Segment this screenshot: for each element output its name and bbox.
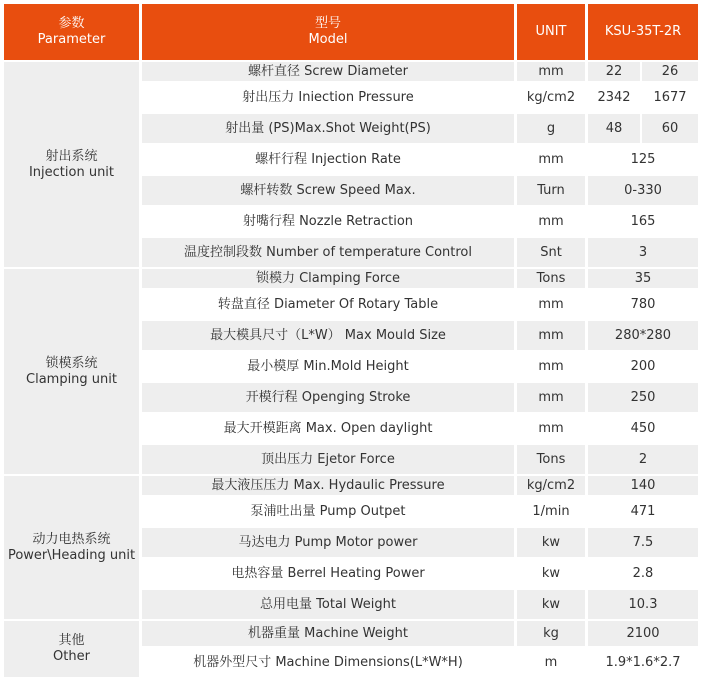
spec-unit: kg/cm2 — [526, 89, 576, 105]
spec-name: 温度控制段数 Number of temperature Control — [184, 244, 472, 260]
spec-name-cell — [142, 145, 514, 174]
spec-value-cell — [588, 445, 698, 474]
spec-unit: 1/min — [532, 503, 570, 519]
spec-value: 2100 — [626, 625, 660, 641]
spec-name: 螺杆直径 Screw Diameter — [247, 63, 409, 79]
spec-name: 射嘴行程 Nozzle Retraction — [242, 213, 414, 229]
spec-unit-cell — [517, 528, 585, 557]
spec-value: 22 — [605, 63, 623, 79]
spec-unit: Tons — [536, 451, 566, 467]
spec-unit: kg — [543, 625, 559, 641]
spec-value-cell — [588, 559, 698, 588]
spec-name-cell — [142, 648, 514, 677]
spec-unit: Tons — [536, 270, 566, 286]
spec-value: 3 — [638, 244, 648, 260]
spec-value: 200 — [630, 358, 656, 374]
spec-unit: mm — [538, 389, 564, 405]
spec-name-cell — [142, 114, 514, 143]
spec-unit: mm — [538, 213, 564, 229]
spec-value-cell — [588, 414, 698, 443]
spec-unit-cell — [517, 352, 585, 381]
spec-name-cell — [142, 207, 514, 236]
spec-unit-cell — [517, 269, 585, 288]
spec-name: 最大开模距离 Max. Open daylight — [223, 420, 433, 436]
spec-unit-cell — [517, 207, 585, 236]
spec-name-cell — [142, 321, 514, 350]
spec-unit: m — [544, 654, 558, 670]
spec-value-cell — [588, 528, 698, 557]
spec-unit: mm — [538, 151, 564, 167]
spec-value: 48 — [605, 120, 623, 136]
spec-name: 顶出压力 Ejetor Force — [261, 451, 395, 467]
spec-unit-cell — [517, 290, 585, 319]
spec-value: 0-330 — [624, 182, 662, 198]
spec-name: 最小模厚 Min.Mold Height — [247, 358, 409, 374]
spec-value-cell — [588, 62, 640, 81]
spec-unit: mm — [538, 327, 564, 343]
spec-unit-cell — [517, 145, 585, 174]
spec-name-cell — [142, 621, 514, 646]
spec-name: 射出量 (PS)Max.Shot Weight(PS) — [225, 120, 431, 136]
spec-unit: kw — [541, 565, 561, 581]
spec-value: 165 — [630, 213, 656, 229]
header-parameter-zh: 参数 — [58, 16, 85, 31]
spec-unit-cell — [517, 83, 585, 112]
spec-value: 125 — [630, 151, 656, 167]
spec-name: 最大模具尺寸（L*W） Max Mould Size — [210, 327, 446, 343]
spec-value: 35 — [634, 270, 652, 286]
spec-unit-cell — [517, 114, 585, 143]
spec-unit: kg/cm2 — [526, 477, 576, 493]
header-unit-label: UNIT — [535, 24, 567, 39]
header-model-en: Model — [308, 32, 348, 47]
spec-value: 1.9*1.6*2.7 — [605, 654, 681, 670]
spec-value-cell — [588, 383, 698, 412]
spec-name: 电热容量 Berrel Heating Power — [231, 565, 425, 581]
spec-name: 泵浦吐出量 Pump Outpet — [250, 503, 406, 519]
header-parameter — [4, 4, 139, 60]
spec-name: 马达电力 Pump Motor power — [238, 534, 418, 550]
spec-unit: mm — [538, 420, 564, 436]
header-parameter-en: Parameter — [37, 32, 106, 47]
spec-name-cell — [142, 176, 514, 205]
group-label-en: Injection unit — [28, 164, 115, 180]
spec-value-cell — [642, 114, 698, 143]
spec-unit: mm — [538, 296, 564, 312]
spec-unit: Turn — [537, 182, 565, 198]
spec-name-cell — [142, 445, 514, 474]
spec-name-cell — [142, 83, 514, 112]
group-label-en: Other — [53, 649, 90, 664]
spec-value: 1677 — [653, 89, 687, 105]
spec-value: 250 — [630, 389, 656, 405]
spec-value: 60 — [661, 120, 679, 136]
spec-value-cell — [588, 321, 698, 350]
spec-name: 螺杆行程 Injection Rate — [255, 151, 401, 167]
header-product — [588, 4, 698, 60]
spec-unit-cell — [517, 497, 585, 526]
spec-value: 26 — [661, 63, 679, 79]
spec-unit-cell — [517, 590, 585, 619]
spec-unit-cell — [517, 321, 585, 350]
spec-value: 7.5 — [632, 534, 654, 550]
group-cell — [4, 269, 139, 474]
spec-unit-cell — [517, 414, 585, 443]
spec-value: 471 — [630, 503, 656, 519]
spec-name-cell — [142, 497, 514, 526]
spec-value: 280*280 — [614, 327, 672, 343]
spec-value-cell — [588, 497, 698, 526]
spec-unit: Snt — [540, 244, 562, 260]
spec-value: 2342 — [597, 89, 631, 105]
group-label-en: Power\Heading unit — [7, 547, 136, 563]
spec-value-cell — [642, 62, 698, 81]
group-cell — [4, 621, 139, 677]
spec-name-cell — [142, 590, 514, 619]
group-cell — [4, 476, 139, 619]
header-model-zh: 型号 — [314, 16, 341, 31]
spec-unit: mm — [538, 358, 564, 374]
header-product-label: KSU-35T-2R — [604, 24, 682, 39]
spec-value-cell — [642, 83, 698, 112]
group-label-en: Clamping unit — [26, 371, 117, 387]
spec-name: 转盘直径 Diameter Of Rotary Table — [217, 296, 439, 312]
spec-unit: g — [546, 120, 556, 136]
spec-value-cell — [588, 290, 698, 319]
spec-value: 2 — [638, 451, 648, 467]
spec-value: 780 — [630, 296, 656, 312]
spec-value-cell — [588, 648, 698, 677]
group-label-zh: 锁模系统 — [45, 355, 98, 371]
group-label-zh: 动力电热系统 — [32, 531, 111, 547]
spec-unit-cell — [517, 62, 585, 81]
spec-value: 10.3 — [628, 596, 658, 612]
spec-unit-cell — [517, 648, 585, 677]
group-cell — [4, 62, 139, 267]
spec-value-cell — [588, 207, 698, 236]
spec-value-cell — [588, 176, 698, 205]
spec-value-cell — [588, 114, 640, 143]
spec-value-cell — [588, 352, 698, 381]
spec-value-cell — [588, 621, 698, 646]
spec-unit-cell — [517, 176, 585, 205]
spec-name: 总用电量 Total Weight — [260, 596, 396, 612]
spec-name: 螺杆转数 Screw Speed Max. — [240, 182, 416, 198]
spec-value: 2.8 — [632, 565, 654, 581]
spec-value-cell — [588, 590, 698, 619]
spec-unit-cell — [517, 383, 585, 412]
spec-name: 机器重量 Machine Weight — [248, 625, 408, 641]
spec-unit-cell — [517, 559, 585, 588]
spec-value-cell — [588, 83, 640, 112]
spec-unit-cell — [517, 238, 585, 267]
spec-unit: mm — [538, 63, 564, 79]
spec-name-cell — [142, 476, 514, 495]
spec-value: 450 — [630, 420, 656, 436]
spec-name: 机器外型尺寸 Machine Dimensions(L*W*H) — [193, 654, 463, 670]
spec-name-cell — [142, 559, 514, 588]
spec-name-cell — [142, 269, 514, 288]
spec-value-cell — [588, 269, 698, 288]
spec-value-cell — [588, 476, 698, 495]
spec-name-cell — [142, 352, 514, 381]
header-unit — [517, 4, 585, 60]
spec-name-cell — [142, 290, 514, 319]
spec-unit-cell — [517, 445, 585, 474]
spec-name-cell — [142, 414, 514, 443]
spec-unit: kw — [541, 596, 561, 612]
spec-unit-cell — [517, 476, 585, 495]
group-label-zh: 其他 — [58, 633, 85, 648]
group-label-zh: 射出系统 — [45, 148, 98, 164]
spec-name: 最大液压压力 Max. Hydaulic Pressure — [211, 477, 445, 493]
spec-name: 锁模力 Clamping Force — [255, 270, 401, 286]
spec-name: 开模行程 Openging Stroke — [245, 389, 411, 405]
spec-name-cell — [142, 528, 514, 557]
spec-value-cell — [588, 238, 698, 267]
spec-value-cell — [588, 145, 698, 174]
spec-name-cell — [142, 238, 514, 267]
spec-unit: kw — [541, 534, 561, 550]
spec-name-cell — [142, 383, 514, 412]
spec-value: 140 — [630, 477, 656, 493]
header-model — [142, 4, 514, 60]
spec-unit-cell — [517, 621, 585, 646]
spec-name: 射出压力 Iniection Pressure — [242, 89, 414, 105]
spec-name-cell — [142, 62, 514, 81]
